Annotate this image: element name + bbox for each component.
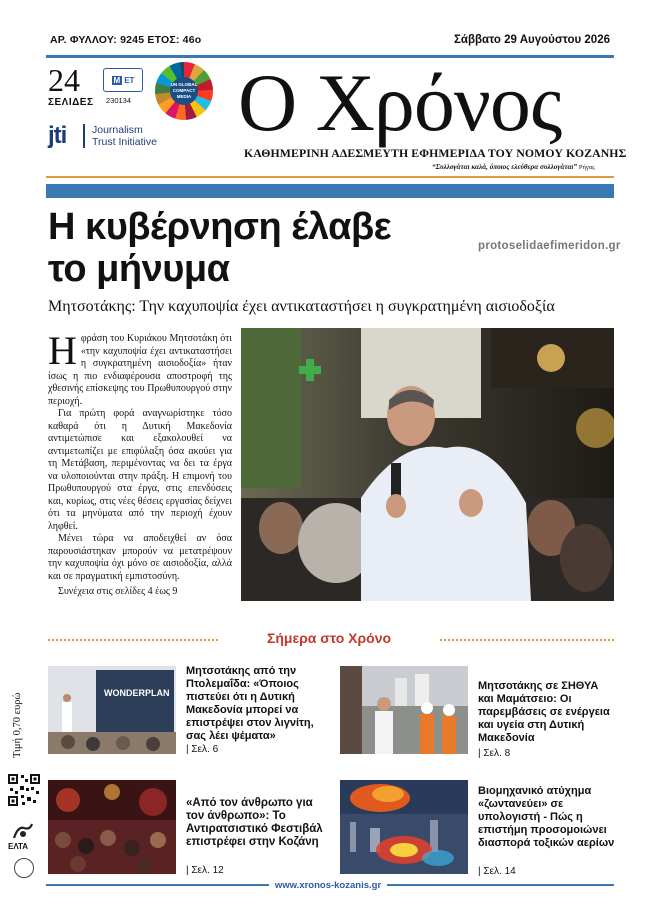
met-logo <box>103 68 143 92</box>
elta-logo-icon <box>12 822 34 842</box>
story-3-thumbnail[interactable] <box>48 780 176 874</box>
story-2-page: | Σελ. 8 <box>478 748 511 759</box>
header-orange-rule <box>46 176 614 178</box>
lead-body <box>48 328 232 583</box>
seal-icon <box>14 858 34 878</box>
story-2-thumbnail[interactable] <box>340 666 468 754</box>
page-count-label: ΣΕΛΙΔΕΣ <box>48 97 94 108</box>
lead-paragraph-1-text: φράση του Κυριάκου Μητσοτάκη ότι «την καχυποψία έχει αντικαταστήσει η συγκρατημένη αισιοδοξία» ήταν ίσως η πιο ενδιαφέρουσα αποστροφή της χθεσινής επίσκεψης του Πρωθυπουργού στην περιοχή. <box>48 333 232 407</box>
jti-logo: jti <box>48 122 67 149</box>
story-3-title[interactable]: «Από τον άνθρωπο για τον άνθρωπο»: Το Αντιρατσιστικό Φεστιβάλ επιστρέφει στην Κοζάνη <box>186 797 323 848</box>
jti-caption-line2: Trust Initiative <box>92 136 157 148</box>
jti-divider <box>83 124 85 148</box>
masthead-title: Ο Χρόνος <box>238 57 562 148</box>
source-watermark: protoselidaefimeridon.gr <box>478 240 621 252</box>
motto-text: “Συλλογάται καλά, όποιος ελεύθερα συλλογάται” <box>432 163 578 171</box>
elta-label: ΕΛΤΑ <box>8 842 29 851</box>
lead-photo <box>241 328 614 601</box>
story-3-page: | Σελ. 12 <box>186 865 224 876</box>
story-4-title[interactable]: Βιομηχανικό ατύχημα «ζωντανεύει» σε υπολογιστή - Πώς η επιστήμη προσομοιώνει διασπορά τοξικών αερίων <box>478 785 615 849</box>
section-title: Σήμερα στο Χρόνο <box>266 630 392 646</box>
qr-code-icon[interactable] <box>7 773 41 807</box>
story-2-title[interactable]: Μητσοτάκης σε ΣΗΘΥΑ και Μαμάτσειο: Οι παρεμβάσεις σε ενέργεια και υγεία στη Δυτική Μακεδονία <box>478 680 610 744</box>
lead-headline-line2: το μήνυμα <box>48 248 230 290</box>
continued-note: Συνέχεια στις σελίδες 4 έως 9 <box>58 586 178 597</box>
lead-paragraph-2: Για πρώτη φορά αναγνωρίστηκε τόσο καθαρά ότι η Δυτική Μακεδονία αντιμετώπισε και εξακολουθεί να αντιμετωπίζει με επιφύλαξη όσα ακούει για τη Μετάβαση, περιμένοντας να δει τα έργα να υλοποιούνται στην πράξη. Η επιμονή του Πρωθυπουργού στα έργα, στις επενδύσεις και, κυρίως, στις νέες θέσεις εργασίας δείχνει ότι τα μηνύματα από την περιοχή έχουν ληφθεί. <box>48 408 232 532</box>
lead-deck: Μητσοτάκης: Την καχυποψία έχει αντικαταστήσει η συγκρατημένη αισιοδοξία <box>48 298 555 315</box>
jti-caption <box>92 124 157 148</box>
jti-caption-line1: Journalism <box>92 124 143 136</box>
story-1-page: | Σελ. 6 <box>186 744 219 755</box>
lead-headline <box>48 206 488 290</box>
masthead-motto <box>432 163 595 171</box>
met-code: 230134 <box>106 96 132 105</box>
section-divider-right <box>440 639 614 641</box>
issue-info: ΑΡ. ΦΥΛΛΟΥ: 9245 ΕΤΟΣ: 46ο <box>50 34 202 46</box>
met-logo-m: M <box>113 75 121 85</box>
masthead-subtitle: ΚΑΘΗΜΕΡΙΝΗ ΑΔΕΣΜΕΥΤΗ ΕΦΗΜΕΡΙΔΑ ΤΟΥ ΝΟΜΟΥ ΚΟΖΑΝΗΣ <box>244 146 627 160</box>
story-1-title[interactable]: Μητσοτάκης από την Πτολεμαΐδα: «Όποιος πιστεύει ότι η Δυτική Μακεδονία μπορεί να επιστρέψει στον λιγνίτη, σας λέει ψέματα» <box>186 665 314 742</box>
motto-author: Ρήγας <box>578 164 595 171</box>
section-divider-left <box>48 639 218 641</box>
un-global-compact-logo: UN GLOBAL COMPACT MEDIA <box>170 77 198 105</box>
story-4-thumbnail[interactable] <box>340 780 468 874</box>
lead-headline-line1: Η κυβέρνηση έλαβε <box>48 206 392 248</box>
price-label: Τιμή 0,70 ευρώ <box>12 692 23 758</box>
lead-paragraph-3: Μένει τώρα να αποδειχθεί αν όσα παρουσιάστηκαν μπορούν να μετατρέψουν την καχυποψία όχι μόνο σε αισιοδοξία, αλλά και σε πραγματική εμπιστοσύνη. <box>48 533 232 582</box>
story-4-page: | Σελ. 14 <box>478 866 516 877</box>
drop-cap: Η <box>48 328 77 373</box>
story-1-thumbnail[interactable] <box>48 666 176 754</box>
lead-paragraph-1 <box>48 328 232 408</box>
story-1-screen-text: WONDERPLAN <box>104 688 170 698</box>
met-logo-et: ET <box>124 75 135 85</box>
footer-site <box>0 880 656 891</box>
header-blue-band <box>46 184 614 198</box>
page-count: 24 <box>48 62 80 98</box>
issue-date: Σάββατο 29 Αυγούστου 2026 <box>454 34 610 46</box>
footer-site-link[interactable]: www.xronos-kozanis.gr <box>269 880 387 891</box>
